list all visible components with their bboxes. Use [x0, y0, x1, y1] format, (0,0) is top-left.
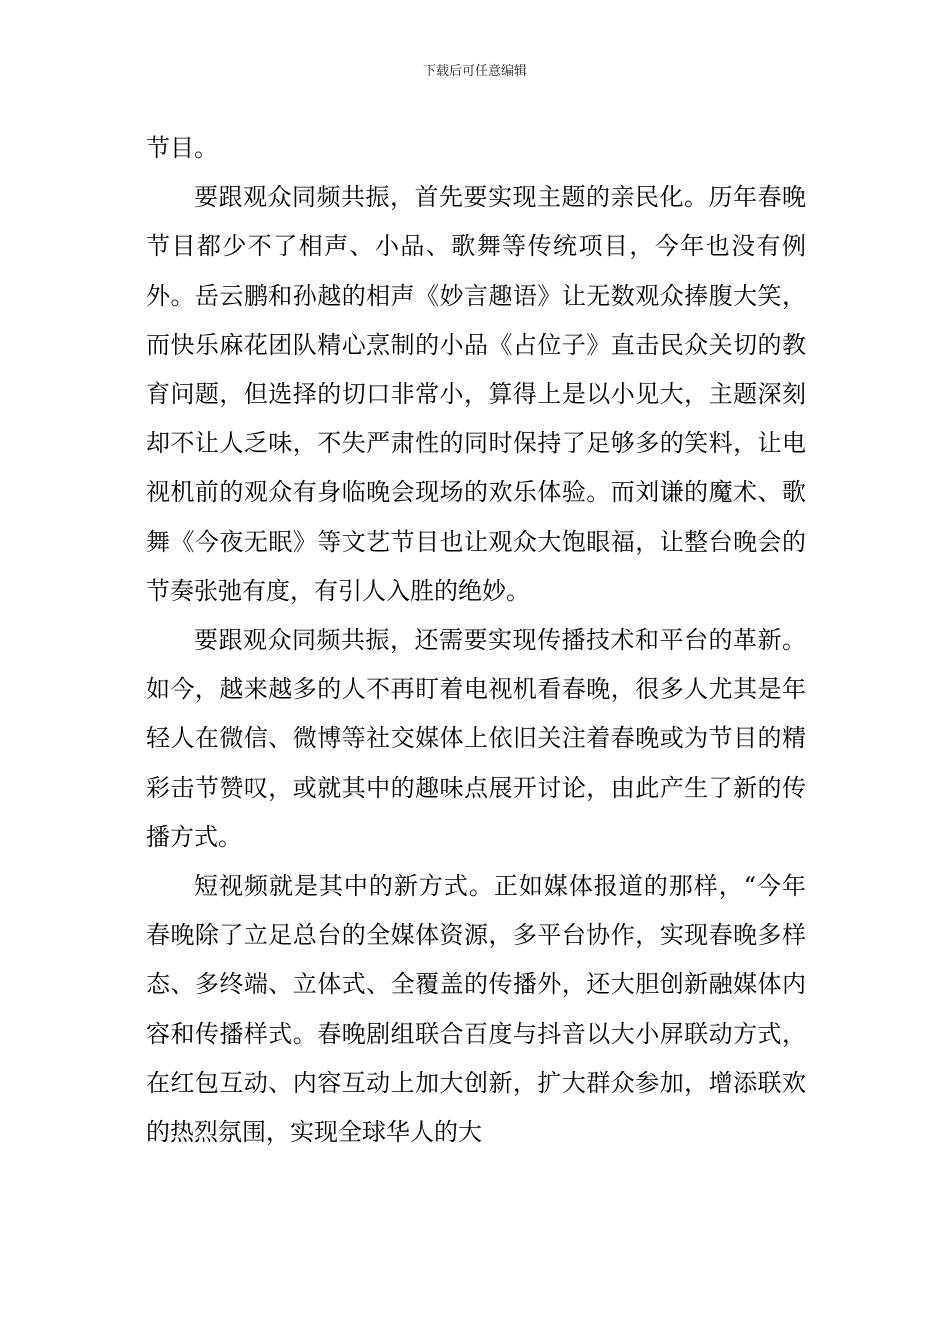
paragraph-short-video: 短视频就是其中的新方式。正如媒体报道的那样，“今年春晚除了立足总台的全媒体资源，多平台协作，实现春晚多样态、多终端、立体式、全覆盖的传播外，还大胆创新融媒体内容和传播样式。春晚剧组联合百度与抖音以大小屏联动方式，在红包互动、内容互动上加大创新，扩大群众参加，增添联欢的热烈氛围，实现全球华人的大 [146, 872, 806, 1147]
document-body [146, 124, 806, 1157]
paragraph-theme: 要跟观众同频共振，首先要实现主题的亲民化。历年春晚节目都少不了相声、小品、歌舞等传统项目，今年也没有例外。岳云鹏和孙越的相声《妙言趣语》让无数观众捧腹大笑，而快乐麻花团队精心烹制的小品《占位子》直击民众关切的教育问题，但选择的切口非常小，算得上是以小见大，主题深刻却不让人乏味，不失严肃性的同时保持了足够多的笑料，让电视机前的观众有身临晚会现场的欢乐体验。而刘谦的魔术、歌舞《今夜无眠》等文艺节目也让观众大饱眼福，让整台晚会的节奏张弛有度，有引人入胜的绝妙。 [146, 183, 806, 605]
page-header-note: 下载后可任意编辑 [422, 64, 527, 79]
paragraph-continuation: 节目。 [146, 134, 218, 162]
paragraph-technology: 要跟观众同频共振，还需要实现传播技术和平台的革新。如今，越来越多的人不再盯着电视机看春晚，很多人尤其是年轻人在微信、微博等社交媒体上依旧关注着春晚或为节目的精彩击节赞叹，或就其中的趣味点展开讨论，由此产生了新的传播方式。 [146, 626, 806, 851]
